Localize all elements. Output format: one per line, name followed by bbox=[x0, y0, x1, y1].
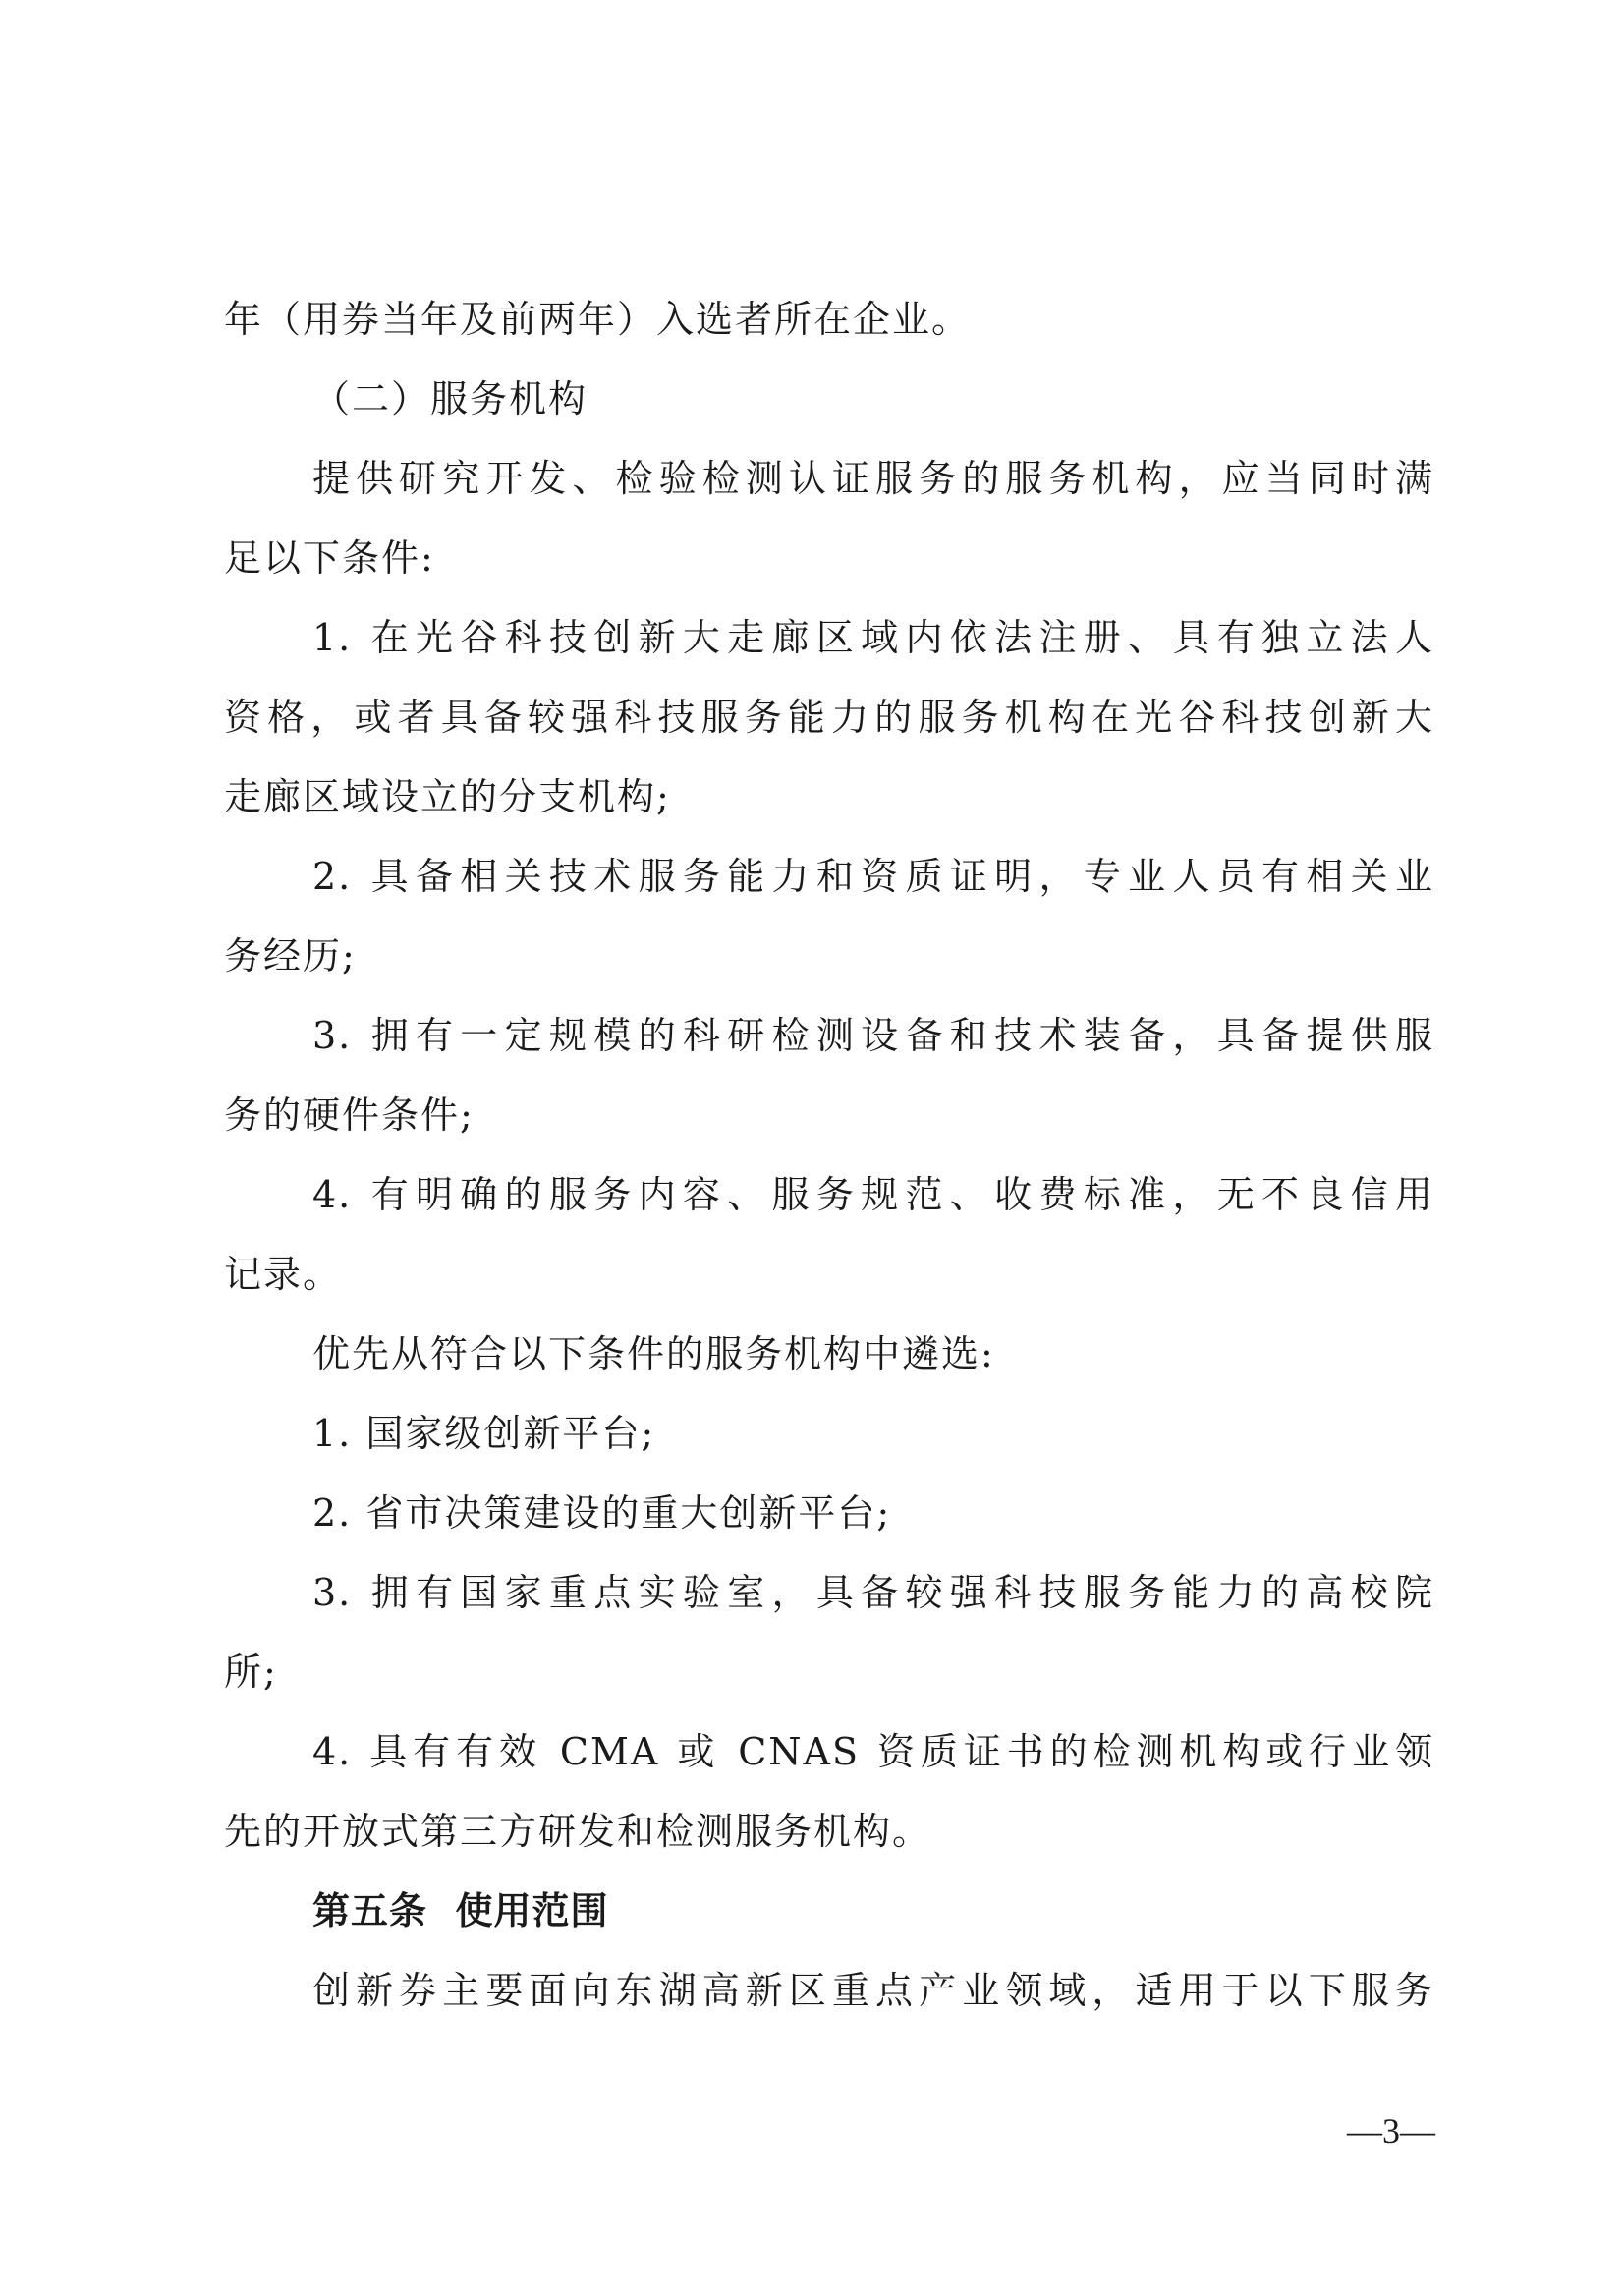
page-number: —3— bbox=[1347, 2111, 1435, 2151]
text-line-13: 记录。 bbox=[224, 1253, 343, 1296]
text-line-10: 3. 拥有一定规模的科研检测设备和技术装备，具备提供服 bbox=[312, 1014, 1434, 1057]
text-line-14: 优先从符合以下条件的服务机构中遴选: bbox=[312, 1332, 995, 1375]
text-line-6: 资格，或者具备较强科技服务能力的服务机构在光谷科技创新大 bbox=[224, 696, 1434, 739]
text-line-17: 3. 拥有国家重点实验室，具备较强科技服务能力的高校院 bbox=[312, 1571, 1434, 1614]
text-line-4: 足以下条件: bbox=[224, 536, 435, 580]
text-line-9: 务经历; bbox=[224, 934, 357, 978]
text-line-18: 所; bbox=[224, 1651, 278, 1694]
text-line-12: 4. 有明确的服务内容、服务规范、收费标准，无不良信用 bbox=[312, 1173, 1434, 1216]
text-line-19: 4. 具有有效 CMA 或 CNAS 资质证书的检测机构或行业领 bbox=[312, 1730, 1434, 1773]
text-line-3: 提供研究开发、检验检测认证服务的服务机构，应当同时满 bbox=[312, 457, 1434, 500]
text-line-5: 1. 在光谷科技创新大走廊区域内依法注册、具有独立法人 bbox=[312, 616, 1434, 659]
text-line-15: 1. 国家级创新平台; bbox=[312, 1412, 656, 1455]
text-line-1: 年（用券当年及前两年）入选者所在企业。 bbox=[224, 298, 972, 341]
text-line-22: 创新券主要面向东湖高新区重点产业领域，适用于以下服务 bbox=[312, 1969, 1434, 2012]
text-line-20: 先的开放式第三方研发和检测服务机构。 bbox=[224, 1810, 932, 1853]
section-subheading-service-institutions: （二）服务机构 bbox=[312, 377, 588, 420]
article-heading-scope-of-use: 第五条 使用范围 bbox=[312, 1889, 609, 1932]
text-line-8: 2. 具备相关技术服务能力和资质证明，专业人员有相关业 bbox=[312, 855, 1434, 898]
text-line-7: 走廊区域设立的分支机构; bbox=[224, 775, 671, 818]
text-line-11: 务的硬件条件; bbox=[224, 1093, 475, 1137]
text-line-16: 2. 省市决策建设的重大创新平台; bbox=[312, 1491, 892, 1535]
